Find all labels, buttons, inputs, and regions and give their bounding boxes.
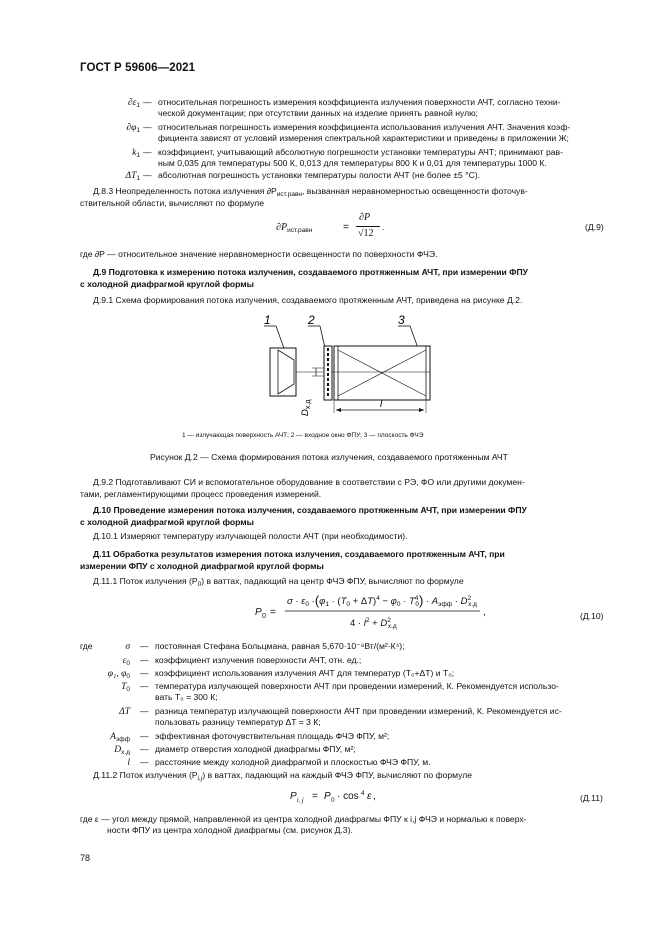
svg-text:ε: ε <box>367 791 372 802</box>
svg-text:P: P <box>324 791 331 802</box>
legend-sym-de1: $\partial\varepsilon_1$ <box>127 98 140 109</box>
legend-text-aeff: эффективная фоточувствительная площадь ФЧЭ ФПУ, м²; <box>155 731 390 741</box>
equation-d10 <box>255 590 515 634</box>
legend-where: где <box>80 641 93 651</box>
figure-caption: Рисунок Д.2 — Схема формирования потока излучения, создаваемого протяженным АЧТ <box>150 452 508 462</box>
svg-text:0: 0 <box>331 797 335 804</box>
legend-dash: — <box>140 731 149 741</box>
legend-sym-aeff: $A_{эфф}$ <box>110 732 130 743</box>
svg-text:σ · ε0 ·(φ1 · (T0 + ΔT)4 − φ0: $\sigma \cdot \varepsilon_0 \cdot(\varphi_1 \cdot (T_0 + \Delta T)^4 - \varphi_0 \cdot T^4$ $0) \cdot A_{эфф} \cdot D^2$ х.д <box>287 593 477 608</box>
legend-text-sigma: постоянная Стефана Больцмана, равная 5,670·10⁻⁸Вт/(м²·К⁴); <box>155 641 405 651</box>
leader-2 <box>320 326 325 348</box>
equation-number-d9: (Д.9) <box>585 222 604 232</box>
legend-text-dt: разница температур излучающей поверхности АЧТ при проведении измерений, К. Рекомендуется ис- пользовать разницу температур ΔT = 3 К; <box>155 706 562 728</box>
legend-sym-k1: $k_1$ <box>132 148 140 159</box>
legend-text-dphi1: относительная погрешность измерения коэффициента использования излучения АЧТ. Значения коэф- фициента зависят от условий измерения спектральной характеристики и приведены в приложении Ж; <box>158 122 571 144</box>
section-heading-d11-line2: измерении ФПУ с холодной диафрагмой круглой формы <box>80 561 324 571</box>
section-heading-d10: Д.10 Проведение измерения потока излучения, создаваемого протяженным АЧТ, при измерении ФПУ <box>93 505 527 515</box>
figure-d2-diagram <box>250 310 450 420</box>
figure-label-1: 1 <box>264 313 271 327</box>
figure-label-2: 2 <box>308 313 315 327</box>
figure-caption-legend: 1 — излучающая поверхность АЧТ; 2 — входное окно ФПУ; 3 — плоскость ФЧЭ <box>182 432 424 439</box>
legend-dash: — <box>143 147 152 157</box>
legend-text-dxd: диаметр отверстия холодной диафрагмы ФПУ, м²; <box>155 744 356 754</box>
legend-sym-l: l <box>127 758 130 768</box>
legend-text-de1: относительная погрешность измерения коэффициента излучения поверхности АЧТ, согласно техни- ческой документации; при отсутствии данных на изделие принять равной нулю; <box>158 97 561 119</box>
document-header: ГОСТ Р 59606—2021 <box>80 62 196 74</box>
svg-text:P: P <box>290 791 297 802</box>
legend-sym-phi: φ₁, $\varphi_0$ <box>107 669 130 680</box>
paragraph-d83: Д.8.3 Неопределенность потока излучения $\partial P_{ист.равн}$, вызванная неравномерностью освещенности фоточув- <box>93 186 528 198</box>
where-dp: где ∂P — относительное значение неравномерности освещенности по поверхности ФЧЭ. <box>80 249 438 259</box>
paragraph-d92: Д.9.2 Подготавливают СИ и вспомогательное оборудование в соответствии с РЭ, ФО или другими докумен- <box>93 477 525 487</box>
legend-dash: — <box>143 97 152 107</box>
equation-number-d11: (Д.11) <box>580 793 603 803</box>
svg-text:i, j: i, j <box>297 797 304 804</box>
legend-sym-eps0: $\varepsilon_0$ <box>122 656 130 667</box>
paragraph-d83-line2: ствительной области, вычисляют по формуле <box>80 198 264 208</box>
section-heading-d10-line2: с холодной диафрагмой круглой формы <box>80 517 254 527</box>
legend-dash: — <box>140 655 149 665</box>
section-heading-d9-line2: с холодной диафрагмой круглой формы <box>80 279 254 289</box>
section-heading-d11: Д.11 Обработка результатов измерения потока излучения, создаваемого протяженным АЧТ, при <box>93 549 505 559</box>
page-number: 78 <box>80 853 91 863</box>
svg-text:4: 4 <box>361 790 365 797</box>
svg-text:P: P <box>255 607 262 618</box>
legend-sym-dxd: $D_{х.д}$ <box>114 745 130 756</box>
paragraph-d92-line2: тами, регламентирующими процесс проведения измерений. <box>80 489 322 499</box>
legend-dash: — <box>143 170 152 180</box>
svg-text:4 · l2 + D2х.д: $4 \cdot l^2 + D^2$ х.д <box>350 617 397 630</box>
leader-3 <box>410 326 418 348</box>
svg-text:· cos: · cos <box>337 791 359 802</box>
legend-dash: — <box>140 681 149 691</box>
svg-text:,: , <box>373 791 376 802</box>
dim-l-label: l <box>380 399 383 410</box>
legend-dash: — <box>140 668 149 678</box>
legend-sym-dt: ΔT <box>119 707 130 717</box>
equation-number-d10: (Д.10) <box>580 611 604 621</box>
svg-text:=: = <box>312 791 318 802</box>
legend-text-t0: температура излучающей поверхности АЧТ при проведении измерений, К. Рекомендуется использо- вать T₀ = 300 К; <box>155 681 559 703</box>
equation-d9: $\partial P_{ист.равн}$ = ∂P √12 . <box>276 212 385 239</box>
legend-sym-sigma: σ <box>125 642 130 652</box>
svg-text:0: 0 <box>262 613 266 620</box>
paragraph-d101: Д.10.1 Измеряют температуру излучающей полости АЧТ (при необходимости). <box>93 531 408 541</box>
where-eps: где ε — угол между прямой, направленной из центра холодной диафрагмы ФПУ к i,j ФЧЭ и нормалью к поверх- ности ФПУ из центра холодной диафрагмы (см. рисунок Д.3). <box>80 814 527 836</box>
legend-sym-dphi1: $\partial\varphi_1$ <box>126 123 140 134</box>
legend-sym-t0: $T_0$ <box>121 682 130 693</box>
dim-d-label: $D_{х.д}$ <box>300 399 312 416</box>
legend-sym-dt1: $\Delta T_1$ <box>125 171 140 182</box>
legend-text-l: расстояние между холодной диафрагмой и плоскостью ФЧЭ ФПУ, м. <box>155 757 431 767</box>
svg-text:=: = <box>270 607 276 618</box>
legend-dash: — <box>140 757 149 767</box>
paragraph-d111: Д.11.1 Поток излучения $(P_0)$ в ваттах, падающий на центр ФЧЭ ФПУ, вычисляют по формуле <box>93 576 464 588</box>
legend-dash: — <box>140 706 149 716</box>
legend-text-phi: коэффициент использования излучения АЧТ для температур (T₀+ΔT) и T₀; <box>155 668 455 678</box>
section-heading-d9: Д.9 Подготовка к измерению потока излучения, создаваемого протяженным АЧТ, при измерении ФПУ <box>93 267 529 277</box>
legend-dash: — <box>143 122 152 132</box>
legend-text-eps0: коэффициент излучения поверхности АЧТ, отн. ед.; <box>155 655 362 665</box>
svg-text:,: , <box>483 607 486 618</box>
legend-dash: — <box>140 744 149 754</box>
legend-text-k1: коэффициент, учитывающий абсолютную погрешности установки температуры АЧТ; принимают рав- ным 0,035 для температуры 500 К, 0,013 для температуры 800 К и 0,01 для температуры 1000 К. <box>158 147 563 169</box>
figure-label-3: 3 <box>398 313 405 327</box>
legend-text-dt1: абсолютная погрешность установки температуры полости АЧТ (не более ±5 °С). <box>158 170 481 180</box>
paragraph-d91: Д.9.1 Схема формирования потока излучения, создаваемого протяженным АЧТ, приведена на рисунке Д.2. <box>93 295 523 305</box>
equation-d11 <box>290 785 410 807</box>
paragraph-d112: Д.11.2 Поток излучения $(P_{i,j})$ в ваттах, падающий на каждый ФЧЭ ФПУ, вычисляют по формуле <box>93 770 473 782</box>
legend-dash: — <box>140 641 149 651</box>
